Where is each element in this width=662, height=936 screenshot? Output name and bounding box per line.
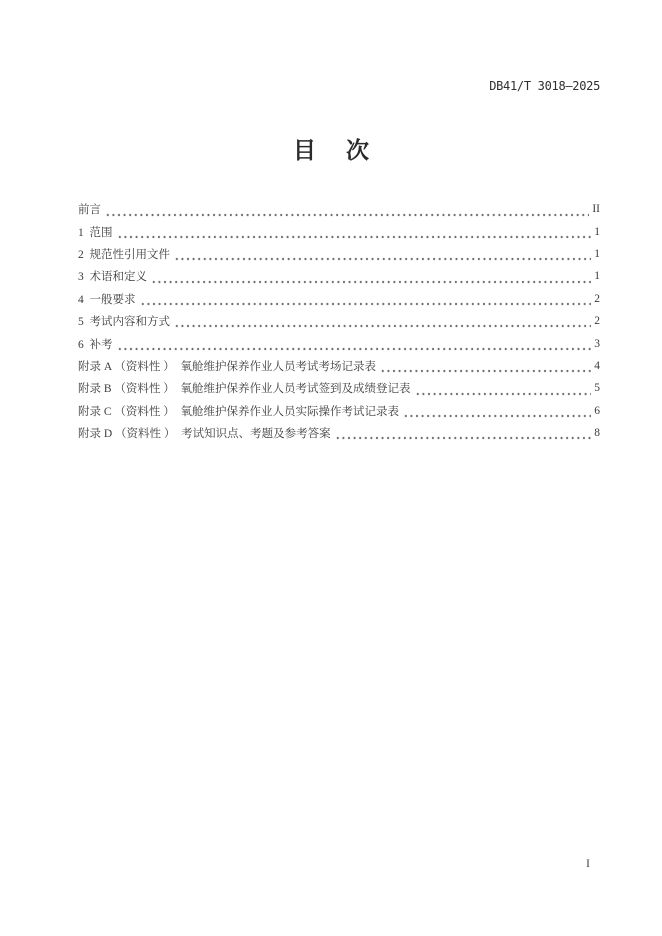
toc-entry-page: II bbox=[592, 203, 600, 216]
toc-entry-title: 2 规范性引用文件 bbox=[78, 248, 170, 261]
dot-leader bbox=[335, 422, 592, 444]
toc-entry bbox=[78, 198, 600, 220]
page-number: I bbox=[586, 856, 590, 870]
toc-entry-page: 8 bbox=[594, 427, 600, 440]
dot-leader bbox=[403, 400, 591, 422]
toc-entry bbox=[78, 332, 600, 354]
toc-entry-title: 5 考试内容和方式 bbox=[78, 316, 170, 329]
toc-entry bbox=[78, 288, 600, 310]
toc-entry bbox=[78, 243, 600, 265]
toc-entry bbox=[78, 265, 600, 287]
dot-leader bbox=[117, 332, 592, 354]
toc-entry-page: 2 bbox=[594, 292, 600, 305]
toc-entry-page: 1 bbox=[594, 247, 600, 260]
toc-entry bbox=[78, 422, 600, 444]
dot-leader bbox=[105, 198, 589, 220]
toc-entry bbox=[78, 310, 600, 332]
standard-number: DB41/T 3018—2025 bbox=[489, 79, 600, 93]
dot-leader bbox=[174, 243, 591, 265]
toc-entry-page: 1 bbox=[594, 225, 600, 238]
toc-entry bbox=[78, 355, 600, 377]
toc-entry-title: 附录 B （资料性 ） 氧舱维护保养作业人员考试签到及成绩登记表 bbox=[78, 383, 411, 396]
toc-entry-title: 附录 C （资料性 ） 氧舱维护保养作业人员实际操作考试记录表 bbox=[78, 405, 400, 418]
dot-leader bbox=[174, 310, 591, 332]
toc-entry-page: 1 bbox=[594, 270, 600, 283]
toc-entry-title: 3 术语和定义 bbox=[78, 271, 147, 284]
toc-entry-title: 6 补考 bbox=[78, 338, 113, 351]
dot-leader bbox=[117, 220, 592, 242]
toc-entry-page: 3 bbox=[594, 337, 600, 350]
toc-entry-page: 4 bbox=[594, 359, 600, 372]
toc-entry-title: 附录 D （资料性 ） 考试知识点、考题及参考答案 bbox=[78, 428, 331, 441]
toc-title-char-1: 目 bbox=[293, 137, 316, 163]
toc-title-char-2: 次 bbox=[346, 137, 369, 163]
toc-entry bbox=[78, 400, 600, 422]
dot-leader bbox=[380, 355, 591, 377]
toc-entry bbox=[78, 377, 600, 399]
dot-leader bbox=[151, 265, 591, 287]
toc-entry-title: 4 一般要求 bbox=[78, 293, 136, 306]
toc-entry-page: 2 bbox=[594, 315, 600, 328]
toc-list bbox=[78, 198, 600, 444]
toc-entry-page: 6 bbox=[594, 404, 600, 417]
dot-leader bbox=[415, 377, 592, 399]
dot-leader bbox=[140, 288, 592, 310]
toc-entry-title: 前言 bbox=[78, 204, 101, 217]
toc-entry bbox=[78, 220, 600, 242]
toc-title bbox=[0, 137, 662, 165]
toc-entry-title: 附录 A （资料性 ） 氧舱维护保养作业人员考试考场记录表 bbox=[78, 360, 377, 373]
toc-entry-page: 5 bbox=[594, 382, 600, 395]
toc-entry-title: 1 范围 bbox=[78, 226, 113, 239]
